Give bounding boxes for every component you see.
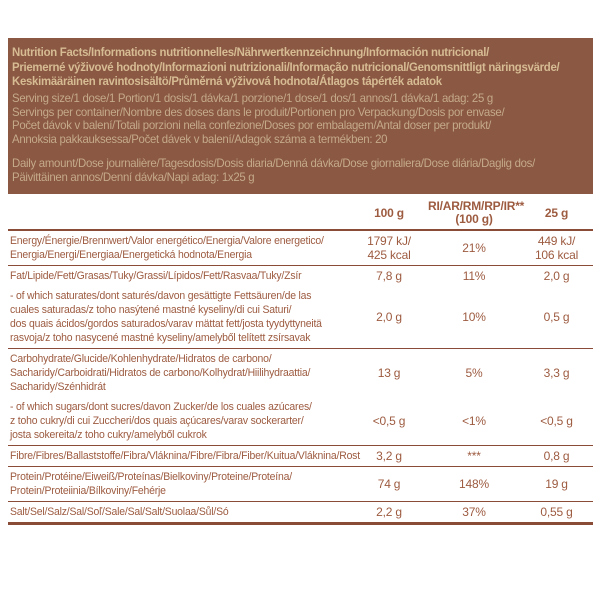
sugars-value-per-25g-line-1: <0,5 g <box>540 414 573 428</box>
carbohydrate-value-per-25g-line-1: 3,3 g <box>543 366 570 380</box>
carbohydrate-value-per-100g <box>350 366 428 380</box>
label-title <box>12 45 587 89</box>
energy-value-ri-percent-line-1: 21% <box>462 241 486 255</box>
serving-info-line-4: Annoksia pakkauksessa/Počet dávek v balení/Adagok száma a termékben: 20 <box>12 132 388 147</box>
energy-value-per-25g <box>520 234 593 262</box>
fat-value-ri-percent <box>428 269 520 283</box>
energy-value-per-100g-line-1: 1797 kJ/ <box>367 234 411 248</box>
daily-info-line-2: Päivittäinen annos/Denní dávka/Napi adag: 1x25 g <box>12 169 255 184</box>
fat-value-per-100g-line-1: 7,8 g <box>376 269 402 283</box>
fat-value-per-25g <box>520 269 593 283</box>
protein-value-per-100g-line-1: 74 g <box>377 477 401 491</box>
saturates-value-per-25g-line-1: 0,5 g <box>543 310 570 324</box>
saturates-value-ri-percent-line-1: 10% <box>462 310 486 324</box>
label-title-line-1: Nutrition Facts/Informations nutritionnelles/Nährwertkennzeichnung/Información nutricional/ <box>12 45 489 59</box>
salt-value-ri-percent <box>428 505 520 519</box>
energy-value-per-100g-line-2: 425 kcal <box>367 248 411 262</box>
protein-value-per-25g <box>520 477 593 491</box>
fibre-value-ri-percent-line-1: *** <box>467 449 481 463</box>
salt-value-per-25g-line-1: 0,55 g <box>540 505 573 519</box>
fibre-value-per-25g <box>520 449 593 463</box>
sugars-value-ri-percent <box>428 414 520 428</box>
fibre-value-ri-percent <box>428 449 520 463</box>
sugars-label <box>8 400 350 442</box>
salt-label-line-1: Salt/Sel/Salz/Sal/Soľ/Sale/Sal/Salt/Suolaa/Sůl/Só <box>10 506 229 518</box>
carbohydrate-label-line-3: Sacharidy/Szénhidrát <box>10 381 106 393</box>
sugars-value-per-100g <box>350 414 428 428</box>
label-title-line-2: Priemerné výživové hodnoty/Informazioni nutrizionali/Informação nutricional/Genomsnittligt näringsvärde/ <box>12 59 560 74</box>
carbohydrate-value-ri-percent-line-1: 5% <box>465 366 483 380</box>
row-sugars <box>8 397 593 445</box>
carbohydrate-value-per-100g-line-1: 13 g <box>377 366 401 380</box>
fibre-value-per-100g-line-1: 3,2 g <box>376 449 402 463</box>
row-salt <box>8 502 593 522</box>
carbohydrate-label-line-1: Carbohydrate/Glucide/Kohlenhydrate/Hidratos de carbono/ <box>10 353 272 365</box>
column-header-ri-line2: (100 g) <box>455 212 493 226</box>
sugars-label-line-1: - of which sugars/dont sucres/davon Zucker/de los cuales azúcares/ <box>10 401 312 413</box>
row-protein <box>8 467 593 501</box>
protein-value-ri-percent-line-1: 148% <box>459 477 489 491</box>
fat-label <box>8 269 350 283</box>
saturates-label-line-4: rasvoja/z toho nasycené mastné kyseliny/amelyből telített zsírsavak <box>10 332 311 344</box>
saturates-value-per-100g-line-1: 2,0 g <box>376 310 402 324</box>
sugars-value-per-100g-line-1: <0,5 g <box>372 414 406 428</box>
fat-value-ri-percent-line-1: 11% <box>462 269 486 283</box>
saturates-label-line-2: cuales saturadas/z toho nasýtené mastné kyseliny/di cui Saturi/ <box>10 304 292 316</box>
column-header-ri <box>428 199 525 226</box>
energy-label-line-1: Energy/Énergie/Brennwert/Valor energético/Energia/Valore energetico/ <box>10 235 324 247</box>
row-energy <box>8 231 593 265</box>
row-carbohydrate <box>8 349 593 397</box>
carbohydrate-label <box>8 352 350 394</box>
column-header-row <box>8 197 593 229</box>
daily-amount-info <box>12 157 587 185</box>
sugars-value-per-25g <box>520 414 593 428</box>
sugars-value-ri-percent-line-1: <1% <box>462 414 486 428</box>
serving-info-line-2: Servings per container/Nombre des doses dans le produit/Portionen pro Verpackung/Dosis por envase/ <box>12 104 505 119</box>
daily-info-line-1: Daily amount/Dose journalière/Tagesdosis/Dosis diaria/Denná dávka/Dose giornaliera/Dose diária/Daglig dos/ <box>12 155 535 170</box>
salt-value-per-100g <box>350 505 428 519</box>
fibre-value-per-100g <box>350 449 428 463</box>
energy-label-line-2: Energia/Energi/Energiaa/Energetická hodnota/Energia <box>10 249 252 261</box>
header-band <box>8 38 593 194</box>
protein-label-line-2: Protein/Proteiinia/Bílkoviny/Fehérje <box>10 485 166 497</box>
column-header-per25g: 25 g <box>544 205 569 220</box>
saturates-label <box>8 289 350 345</box>
row-saturates <box>8 286 593 348</box>
saturates-value-ri-percent <box>428 310 520 324</box>
nutrition-table <box>8 197 593 525</box>
column-header-per100g: 100 g <box>374 205 404 220</box>
fibre-label <box>8 449 360 463</box>
label-title-line-3: Keskimääräinen ravintosisältö/Průměrná výživová hodnota/Átlagos tápérték adatok <box>12 74 442 89</box>
energy-value-per-25g-line-1: 449 kJ/ <box>537 234 576 248</box>
protein-value-per-100g <box>350 477 428 491</box>
saturates-value-per-25g <box>520 310 593 324</box>
nutrient-rows <box>8 231 593 525</box>
carbohydrate-value-per-25g <box>520 366 593 380</box>
salt-value-per-25g <box>520 505 593 519</box>
protein-label-line-1: Protein/Protéine/Eiweiß/Proteínas/Bielkoviny/Proteine/Proteína/ <box>10 471 292 483</box>
row-fibre <box>8 446 593 466</box>
protein-value-ri-percent <box>428 477 520 491</box>
energy-value-ri-percent <box>428 241 520 255</box>
column-header-ri-line1: RI/AR/RM/RP/IR** <box>428 199 525 213</box>
carbohydrate-label-line-2: Sacharidy/Carboidrati/Hidratos de carbono/Kolhydrat/Hiilihydraattia/ <box>10 367 311 379</box>
sugars-label-line-3: josta sokereita/z toho cukry/amelyből cukrok <box>10 429 207 441</box>
saturates-label-line-1: - of which saturates/dont saturés/davon gesättigte Fettsäuren/de las <box>10 290 312 302</box>
serving-info-line-1: Serving size/1 dose/1 Portion/1 dosis/1 dávka/1 porzione/1 dose/1 dos/1 annos/1 dávka/1 adag: 25 g <box>12 90 493 105</box>
divider-below-salt <box>8 522 593 525</box>
saturates-value-per-100g <box>350 310 428 324</box>
energy-label <box>8 234 350 262</box>
row-fat <box>8 266 593 286</box>
serving-info-line-3: Počet dávok v balení/Totali porzioni nella confezione/Doses por embalagem/Antal doser per produkt/ <box>12 118 492 133</box>
salt-value-per-100g-line-1: 2,2 g <box>376 505 402 519</box>
sugars-label-line-2: z toho cukry/di cui Zuccheri/dos quais açúcares/varav sockerarter/ <box>10 415 304 427</box>
fat-label-line-1: Fat/Lipide/Fett/Grasas/Tuky/Grassi/Lípidos/Fett/Rasvaa/Tuky/Zsír <box>10 270 302 282</box>
energy-value-per-25g-line-2: 106 kcal <box>534 248 579 262</box>
carbohydrate-value-ri-percent <box>428 366 520 380</box>
salt-label <box>8 505 350 519</box>
fat-value-per-25g-line-1: 2,0 g <box>543 269 570 283</box>
energy-value-per-100g <box>350 234 428 262</box>
fat-value-per-100g <box>350 269 428 283</box>
serving-info <box>12 92 587 147</box>
protein-value-per-25g-line-1: 19 g <box>545 477 568 491</box>
fibre-label-line-1: Fibre/Fibres/Ballaststoffe/Fibra/Vláknina/Fibre/Fibra/Fiber/Kuitua/Vláknina/Rost <box>10 450 360 462</box>
protein-label <box>8 470 350 498</box>
fibre-value-per-25g-line-1: 0,8 g <box>543 449 570 463</box>
salt-value-ri-percent-line-1: 37% <box>462 505 486 519</box>
saturates-label-line-3: dos quais ácidos/gordos saturados/varav mättat fett/josta tyydyttyneitä <box>10 318 322 330</box>
